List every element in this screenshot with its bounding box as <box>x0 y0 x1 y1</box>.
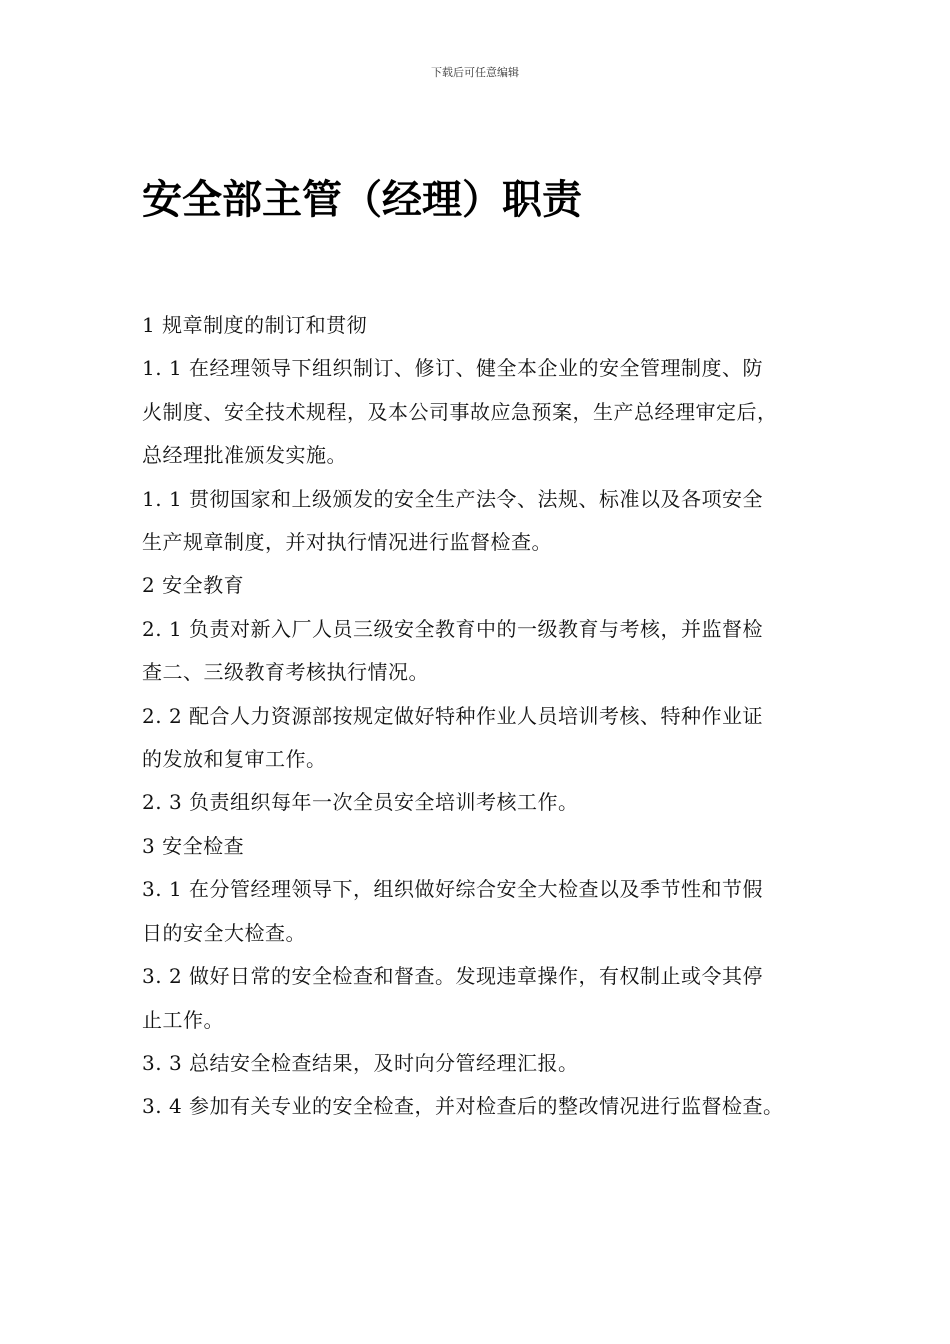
clause-3-4 <box>142 1085 832 1128</box>
text-line: 查二、三级教育考核执行情况。 <box>142 660 429 685</box>
clause-1-1-b <box>142 478 832 565</box>
text-line: 2. 3 负责组织每年一次全员安全培训考核工作。 <box>142 790 579 815</box>
clause-3-2 <box>142 955 832 1042</box>
section-heading-2 <box>142 564 832 607</box>
text-line: 2. 2 配合人力资源部按规定做好特种作业人员培训考核、特种作业证 <box>142 703 764 728</box>
clause-2-1 <box>142 608 832 695</box>
text-line: 1 规章制度的制订和贯彻 <box>142 313 368 337</box>
document-body <box>142 304 832 1129</box>
clause-2-2 <box>142 695 832 782</box>
text-line: 3. 3 总结安全检查结果，及时向分管经理汇报。 <box>142 1050 579 1075</box>
clause-1-1-a <box>142 347 832 477</box>
section-heading-3 <box>142 825 832 868</box>
page-header-note: 下载后可任意编辑 <box>431 66 519 79</box>
text-line: 1. 1 在经理领导下组织制订、修订、健全本企业的安全管理制度、防 <box>142 356 764 381</box>
text-line: 1. 1 贯彻国家和上级颁发的安全生产法令、法规、标准以及各项安全 <box>142 486 764 511</box>
clause-3-1 <box>142 868 832 955</box>
text-line: 生产规章制度，并对执行情况进行监督检查。 <box>142 530 552 555</box>
text-line: 3. 4 参加有关专业的安全检查，并对检查后的整改情况进行监督检查。 <box>142 1094 784 1119</box>
section-heading-1 <box>142 304 832 347</box>
text-line: 2. 1 负责对新入厂人员三级安全教育中的一级教育与考核，并监督检 <box>142 616 764 641</box>
clause-2-3 <box>142 781 832 824</box>
text-line: 3. 1 在分管经理领导下，组织做好综合安全大检查以及季节性和节假 <box>142 877 764 902</box>
text-line: 3. 2 做好日常的安全检查和督查。发现违章操作，有权制止或令其停 <box>142 964 764 989</box>
document-title: 安全部主管（经理）职责 <box>142 176 582 223</box>
text-line: 止工作。 <box>142 1007 224 1032</box>
text-line: 火制度、安全技术规程，及本公司事故应急预案，生产总经理审定后， <box>142 399 778 424</box>
text-line: 日的安全大检查。 <box>142 920 306 945</box>
clause-3-3 <box>142 1042 832 1085</box>
text-line: 的发放和复审工作。 <box>142 747 327 772</box>
text-line: 2 安全教育 <box>142 573 245 598</box>
text-line: 总经理批准颁发实施。 <box>142 443 347 468</box>
text-line: 3 安全检查 <box>142 833 245 858</box>
